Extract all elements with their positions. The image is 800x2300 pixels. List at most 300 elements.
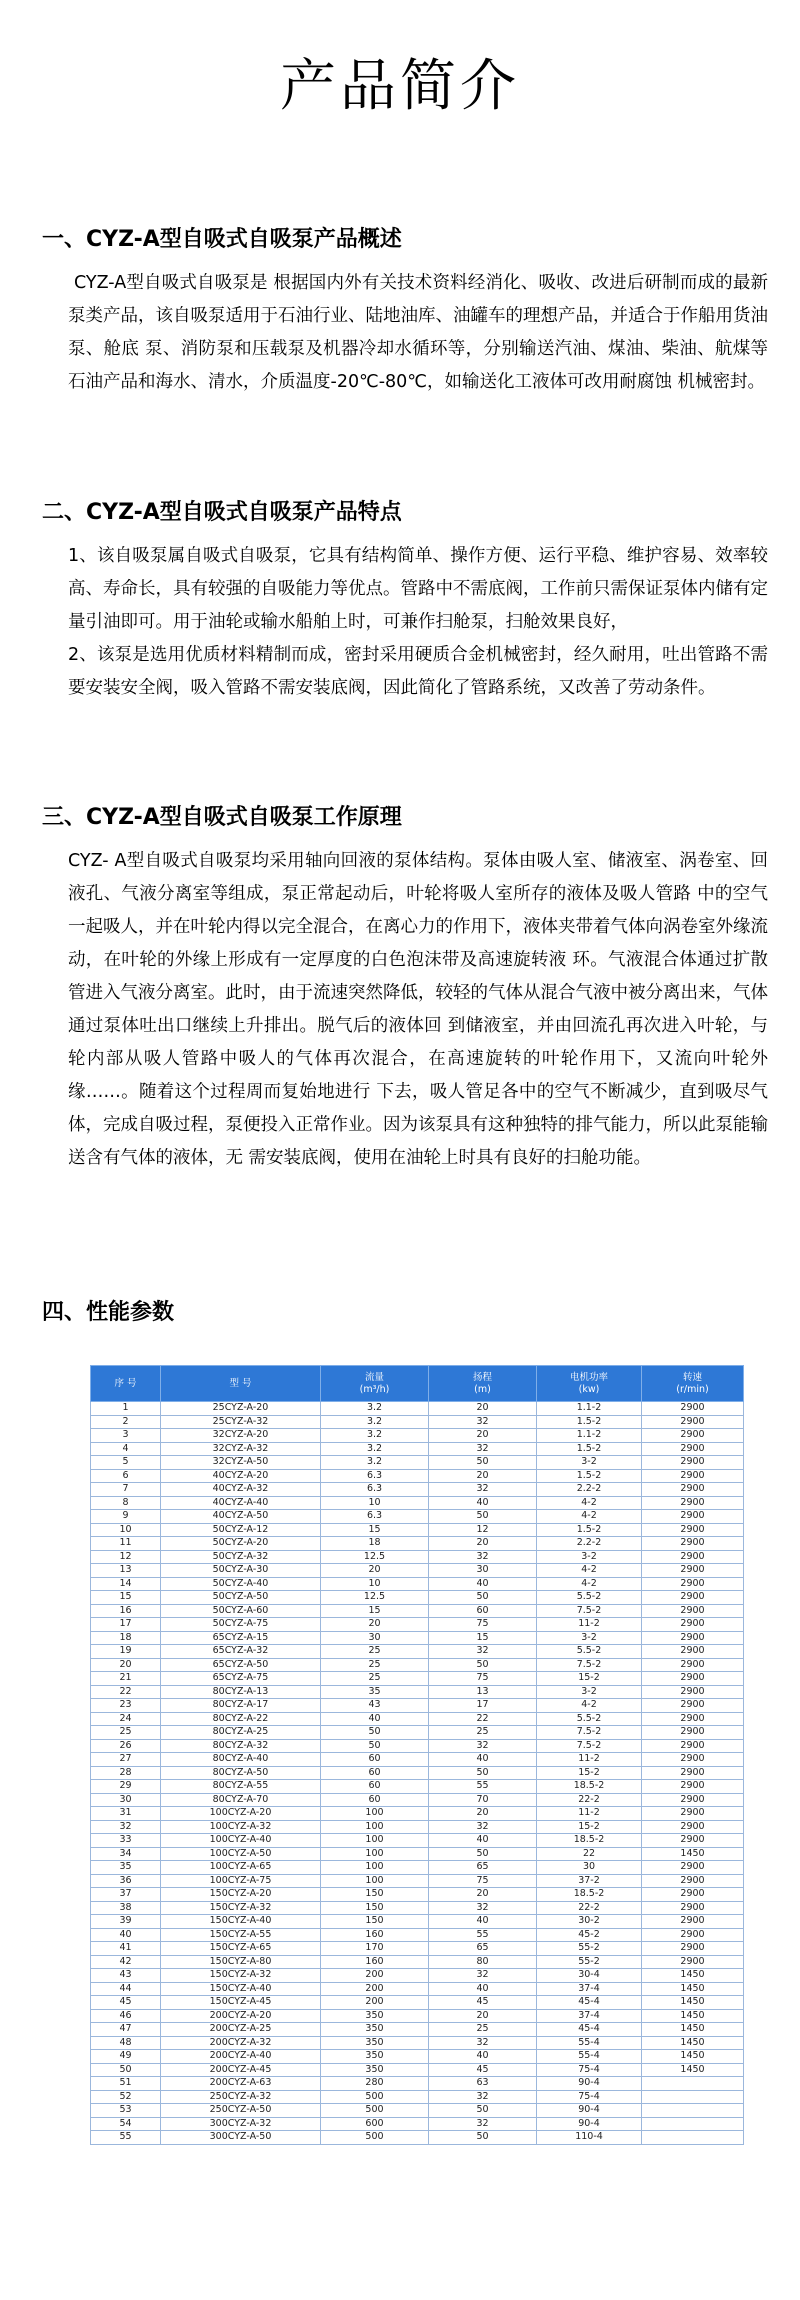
cell-power: 1.5-2	[537, 1442, 642, 1456]
cell-head: 50	[429, 1591, 537, 1605]
cell-flow: 15	[321, 1604, 429, 1618]
table-row	[91, 1604, 744, 1618]
cell-head: 13	[429, 1685, 537, 1699]
cell-power: 55-2	[537, 1942, 642, 1956]
cell-head: 40	[429, 1982, 537, 1996]
cell-flow: 60	[321, 1793, 429, 1807]
table-row	[91, 1955, 744, 1969]
cell-model: 250CYZ-A-32	[161, 2090, 321, 2104]
cell-seq: 45	[91, 1996, 161, 2010]
cell-model: 25CYZ-A-32	[161, 1415, 321, 1429]
cell-model: 65CYZ-A-15	[161, 1631, 321, 1645]
paragraph: CYZ- A型自吸式自吸泵均采用轴向回液的泵体结构。泵体由吸人室、储液室、涡卷室、回液孔、气液分离室等组成，泵正常起动后，叶轮将吸人室所存的液体及吸人管路 中的空气一起吸人，并在叶轮内得以完全混合，在离心力的作用下，液体夹带着气体向涡卷室外缘流动，在叶轮的外缘上形成有一定厚度的白色泡沫带及高速旋转液 环。气液混合体通过扩散管进入气液分离室。此时，由于流速突然降低，较轻的气体从混合气液中被分离出来，气体通过泵体吐出口继续上升排出。脱气后的液体回 到储液室，并由回流孔再次进入叶轮，与轮内部从吸人管路中吸人的气体再次混合，在高速旋转的叶轮作用下，又流向叶轮外缘……。随着这个过程周而复始地进行 下去，吸人管足各中的空气不断减少，直到吸尽气体，完成自吸过程，泵便投入正常作业。因为该泵具有这种独特的排气能力，所以此泵能输送含有气体的液体，无 需安装底阀，使用在油轮上时具有良好的扫舱功能。	[68, 851, 768, 1168]
cell-speed: 2900	[642, 1442, 744, 1456]
cell-model: 150CYZ-A-40	[161, 1915, 321, 1929]
cell-flow: 200	[321, 1996, 429, 2010]
cell-power: 7.5-2	[537, 1739, 642, 1753]
cell-seq: 31	[91, 1807, 161, 1821]
cell-flow: 25	[321, 1658, 429, 1672]
cell-speed: 2900	[642, 1834, 744, 1848]
cell-head: 50	[429, 2104, 537, 2118]
cell-model: 100CYZ-A-50	[161, 1847, 321, 1861]
cell-head: 50	[429, 1510, 537, 1524]
cell-power: 4-2	[537, 1510, 642, 1524]
cell-seq: 11	[91, 1537, 161, 1551]
table-row	[91, 1820, 744, 1834]
table-row	[91, 2077, 744, 2091]
cell-model: 32CYZ-A-32	[161, 1442, 321, 1456]
cell-power: 18.5-2	[537, 1888, 642, 1902]
cell-flow: 20	[321, 1618, 429, 1632]
cell-power: 1.5-2	[537, 1469, 642, 1483]
cell-flow: 3.2	[321, 1415, 429, 1429]
table-row	[91, 2117, 744, 2131]
cell-head: 75	[429, 1618, 537, 1632]
cell-head: 32	[429, 2036, 537, 2050]
cell-head: 65	[429, 1861, 537, 1875]
cell-flow: 43	[321, 1699, 429, 1713]
cell-flow: 60	[321, 1780, 429, 1794]
cell-power: 1.1-2	[537, 1429, 642, 1443]
cell-seq: 26	[91, 1739, 161, 1753]
cell-model: 50CYZ-A-12	[161, 1523, 321, 1537]
cell-model: 100CYZ-A-65	[161, 1861, 321, 1875]
table-row	[91, 1888, 744, 1902]
cell-flow: 60	[321, 1766, 429, 1780]
cell-model: 300CYZ-A-50	[161, 2131, 321, 2145]
cell-seq: 5	[91, 1456, 161, 1470]
cell-model: 50CYZ-A-50	[161, 1591, 321, 1605]
cell-model: 40CYZ-A-50	[161, 1510, 321, 1524]
cell-flow: 500	[321, 2090, 429, 2104]
cell-power: 1.1-2	[537, 1402, 642, 1416]
table-row	[91, 1780, 744, 1794]
cell-model: 40CYZ-A-40	[161, 1496, 321, 1510]
cell-seq: 44	[91, 1982, 161, 1996]
cell-head: 40	[429, 1915, 537, 1929]
cell-seq: 1	[91, 1402, 161, 1416]
cell-seq: 30	[91, 1793, 161, 1807]
cell-flow: 200	[321, 1982, 429, 1996]
cell-speed: 2900	[642, 1915, 744, 1929]
cell-speed: 1450	[642, 1996, 744, 2010]
cell-seq: 13	[91, 1564, 161, 1578]
cell-head: 55	[429, 1780, 537, 1794]
table-row	[91, 2104, 744, 2118]
cell-seq: 27	[91, 1753, 161, 1767]
table-row	[91, 1496, 744, 1510]
cell-speed	[642, 2117, 744, 2131]
cell-model: 25CYZ-A-20	[161, 1402, 321, 1416]
cell-speed: 1450	[642, 2050, 744, 2064]
table-row	[91, 2131, 744, 2145]
table-row	[91, 1807, 744, 1821]
cell-head: 45	[429, 2063, 537, 2077]
cell-head: 32	[429, 1645, 537, 1659]
cell-model: 80CYZ-A-50	[161, 1766, 321, 1780]
cell-model: 80CYZ-A-32	[161, 1739, 321, 1753]
cell-flow: 600	[321, 2117, 429, 2131]
cell-flow: 3.2	[321, 1442, 429, 1456]
cell-head: 32	[429, 2090, 537, 2104]
table-row	[91, 1550, 744, 1564]
cell-seq: 15	[91, 1591, 161, 1605]
table-row	[91, 2063, 744, 2077]
cell-head: 75	[429, 1874, 537, 1888]
cell-speed: 2900	[642, 1955, 744, 1969]
cell-seq: 38	[91, 1901, 161, 1915]
cell-model: 80CYZ-A-22	[161, 1712, 321, 1726]
cell-seq: 41	[91, 1942, 161, 1956]
cell-flow: 500	[321, 2131, 429, 2145]
section-heading: 一、CYZ-A型自吸式自吸泵产品概述	[42, 227, 402, 252]
table-row	[91, 1753, 744, 1767]
cell-speed: 2900	[642, 1604, 744, 1618]
cell-head: 55	[429, 1928, 537, 1942]
cell-power: 2.2-2	[537, 1483, 642, 1497]
cell-flow: 100	[321, 1847, 429, 1861]
cell-speed	[642, 2077, 744, 2091]
table-row	[91, 2009, 744, 2023]
cell-power: 7.5-2	[537, 1604, 642, 1618]
cell-head: 65	[429, 1942, 537, 1956]
cell-seq: 52	[91, 2090, 161, 2104]
cell-head: 32	[429, 1442, 537, 1456]
cell-head: 32	[429, 1901, 537, 1915]
cell-seq: 10	[91, 1523, 161, 1537]
cell-model: 50CYZ-A-20	[161, 1537, 321, 1551]
table-row	[91, 1901, 744, 1915]
table-row	[91, 2090, 744, 2104]
cell-flow: 350	[321, 2036, 429, 2050]
cell-power: 3-2	[537, 1631, 642, 1645]
cell-power: 3-2	[537, 1550, 642, 1564]
cell-speed: 2900	[642, 1456, 744, 1470]
table-row	[91, 1766, 744, 1780]
cell-flow: 18	[321, 1537, 429, 1551]
cell-flow: 25	[321, 1672, 429, 1686]
cell-head: 12	[429, 1523, 537, 1537]
table-row	[91, 1442, 744, 1456]
cell-seq: 35	[91, 1861, 161, 1875]
cell-power: 55-4	[537, 2050, 642, 2064]
table-row	[91, 1793, 744, 1807]
cell-power: 4-2	[537, 1564, 642, 1578]
section-heading: 二、CYZ-A型自吸式自吸泵产品特点	[42, 500, 402, 525]
cell-flow: 170	[321, 1942, 429, 1956]
cell-power: 4-2	[537, 1699, 642, 1713]
cell-head: 22	[429, 1712, 537, 1726]
cell-head: 30	[429, 1564, 537, 1578]
cell-flow: 12.5	[321, 1550, 429, 1564]
cell-head: 20	[429, 2009, 537, 2023]
cell-power: 90-4	[537, 2077, 642, 2091]
cell-flow: 15	[321, 1523, 429, 1537]
cell-seq: 2	[91, 1415, 161, 1429]
cell-speed: 2900	[642, 1726, 744, 1740]
cell-power: 75-4	[537, 2090, 642, 2104]
table-row	[91, 2036, 744, 2050]
cell-model: 200CYZ-A-20	[161, 2009, 321, 2023]
cell-model: 200CYZ-A-25	[161, 2023, 321, 2037]
cell-model: 40CYZ-A-20	[161, 1469, 321, 1483]
cell-seq: 8	[91, 1496, 161, 1510]
cell-speed: 1450	[642, 2023, 744, 2037]
cell-flow: 6.3	[321, 1510, 429, 1524]
cell-seq: 21	[91, 1672, 161, 1686]
cell-flow: 40	[321, 1712, 429, 1726]
cell-power: 5.5-2	[537, 1645, 642, 1659]
cell-power: 2.2-2	[537, 1537, 642, 1551]
cell-seq: 19	[91, 1645, 161, 1659]
cell-seq: 9	[91, 1510, 161, 1524]
cell-head: 17	[429, 1699, 537, 1713]
cell-model: 200CYZ-A-32	[161, 2036, 321, 2050]
table-row	[91, 1915, 744, 1929]
cell-head: 40	[429, 1753, 537, 1767]
cell-speed: 2900	[642, 1780, 744, 1794]
cell-model: 50CYZ-A-30	[161, 1564, 321, 1578]
cell-power: 15-2	[537, 1672, 642, 1686]
cell-speed: 2900	[642, 1820, 744, 1834]
table-row	[91, 1483, 744, 1497]
cell-seq: 43	[91, 1969, 161, 1983]
cell-power: 18.5-2	[537, 1780, 642, 1794]
table-row	[91, 1672, 744, 1686]
cell-flow: 350	[321, 2009, 429, 2023]
cell-head: 60	[429, 1604, 537, 1618]
cell-seq: 16	[91, 1604, 161, 1618]
cell-model: 32CYZ-A-20	[161, 1429, 321, 1443]
cell-power: 45-2	[537, 1928, 642, 1942]
cell-flow: 100	[321, 1874, 429, 1888]
cell-speed: 1450	[642, 2009, 744, 2023]
cell-seq: 24	[91, 1712, 161, 1726]
cell-flow: 150	[321, 1888, 429, 1902]
cell-seq: 40	[91, 1928, 161, 1942]
cell-speed: 2900	[642, 1591, 744, 1605]
cell-speed: 2900	[642, 1901, 744, 1915]
table-row	[91, 1712, 744, 1726]
cell-flow: 280	[321, 2077, 429, 2091]
cell-model: 80CYZ-A-70	[161, 1793, 321, 1807]
cell-speed: 2900	[642, 1712, 744, 1726]
cell-model: 150CYZ-A-20	[161, 1888, 321, 1902]
table-row	[91, 2050, 744, 2064]
cell-head: 20	[429, 1888, 537, 1902]
cell-head: 32	[429, 1739, 537, 1753]
paragraph: 2、该泵是选用优质材料精制而成，密封采用硬质合金机械密封，经久耐用，吐出管路不需要安装安全阀，吸入管路不需安装底阀，因此简化了管路系统，又改善了劳动条件。	[68, 645, 768, 698]
cell-power: 1.5-2	[537, 1523, 642, 1537]
cell-flow: 10	[321, 1577, 429, 1591]
cell-head: 32	[429, 1483, 537, 1497]
section-body	[68, 267, 768, 399]
cell-seq: 22	[91, 1685, 161, 1699]
cell-flow: 35	[321, 1685, 429, 1699]
cell-seq: 29	[91, 1780, 161, 1794]
cell-power: 3-2	[537, 1685, 642, 1699]
cell-model: 250CYZ-A-50	[161, 2104, 321, 2118]
cell-model: 50CYZ-A-75	[161, 1618, 321, 1632]
cell-power: 11-2	[537, 1807, 642, 1821]
table-row	[91, 1942, 744, 1956]
cell-flow: 350	[321, 2050, 429, 2064]
cell-seq: 14	[91, 1577, 161, 1591]
cell-flow: 160	[321, 1928, 429, 1942]
cell-power: 3-2	[537, 1456, 642, 1470]
header-head: 扬程 (m)	[429, 1366, 537, 1402]
cell-seq: 34	[91, 1847, 161, 1861]
table-row	[91, 1564, 744, 1578]
cell-head: 25	[429, 1726, 537, 1740]
cell-power: 1.5-2	[537, 1415, 642, 1429]
cell-head: 32	[429, 1820, 537, 1834]
cell-head: 50	[429, 1456, 537, 1470]
table-row	[91, 1415, 744, 1429]
cell-head: 50	[429, 2131, 537, 2145]
table-row	[91, 1402, 744, 1416]
cell-model: 50CYZ-A-60	[161, 1604, 321, 1618]
cell-speed: 2900	[642, 1631, 744, 1645]
cell-seq: 20	[91, 1658, 161, 1672]
cell-speed: 1450	[642, 1969, 744, 1983]
cell-seq: 33	[91, 1834, 161, 1848]
cell-speed: 2900	[642, 1496, 744, 1510]
cell-head: 50	[429, 1658, 537, 1672]
cell-flow: 50	[321, 1726, 429, 1740]
cell-seq: 47	[91, 2023, 161, 2037]
table-row	[91, 1429, 744, 1443]
table-header-row	[91, 1366, 744, 1402]
cell-speed: 2900	[642, 1510, 744, 1524]
cell-power: 22-2	[537, 1793, 642, 1807]
cell-seq: 54	[91, 2117, 161, 2131]
cell-head: 40	[429, 1496, 537, 1510]
cell-model: 150CYZ-A-32	[161, 1969, 321, 1983]
cell-model: 100CYZ-A-32	[161, 1820, 321, 1834]
cell-seq: 6	[91, 1469, 161, 1483]
cell-flow: 50	[321, 1739, 429, 1753]
cell-model: 65CYZ-A-32	[161, 1645, 321, 1659]
table-row	[91, 1996, 744, 2010]
cell-power: 45-4	[537, 1996, 642, 2010]
cell-head: 20	[429, 1537, 537, 1551]
section-heading: 四、性能参数	[42, 1300, 175, 1325]
cell-speed: 2900	[642, 1402, 744, 1416]
cell-seq: 55	[91, 2131, 161, 2145]
cell-power: 90-4	[537, 2104, 642, 2118]
table-row	[91, 1699, 744, 1713]
cell-speed: 1450	[642, 2036, 744, 2050]
cell-seq: 51	[91, 2077, 161, 2091]
cell-speed: 2900	[642, 1793, 744, 1807]
cell-power: 90-4	[537, 2117, 642, 2131]
cell-speed: 2900	[642, 1469, 744, 1483]
cell-flow: 10	[321, 1496, 429, 1510]
table-row	[91, 1739, 744, 1753]
table-row	[91, 1645, 744, 1659]
table-row	[91, 1847, 744, 1861]
cell-power: 15-2	[537, 1820, 642, 1834]
cell-seq: 50	[91, 2063, 161, 2077]
cell-head: 32	[429, 1415, 537, 1429]
cell-flow: 3.2	[321, 1456, 429, 1470]
cell-power: 15-2	[537, 1766, 642, 1780]
cell-speed: 2900	[642, 1483, 744, 1497]
table-row	[91, 1591, 744, 1605]
table-row	[91, 1969, 744, 1983]
cell-flow: 25	[321, 1645, 429, 1659]
cell-model: 65CYZ-A-75	[161, 1672, 321, 1686]
cell-speed: 1450	[642, 2063, 744, 2077]
cell-head: 70	[429, 1793, 537, 1807]
cell-speed: 1450	[642, 1847, 744, 1861]
cell-model: 150CYZ-A-32	[161, 1901, 321, 1915]
cell-flow: 12.5	[321, 1591, 429, 1605]
cell-flow: 150	[321, 1915, 429, 1929]
cell-flow: 3.2	[321, 1429, 429, 1443]
cell-power: 55-4	[537, 2036, 642, 2050]
header-seq: 序 号	[91, 1366, 161, 1402]
cell-speed	[642, 2104, 744, 2118]
table-row	[91, 1874, 744, 1888]
cell-power: 30	[537, 1861, 642, 1875]
performance-table	[90, 1365, 744, 2145]
cell-flow: 60	[321, 1753, 429, 1767]
cell-flow: 350	[321, 2023, 429, 2037]
header-model: 型 号	[161, 1366, 321, 1402]
cell-model: 150CYZ-A-45	[161, 1996, 321, 2010]
cell-head: 75	[429, 1672, 537, 1686]
cell-power: 7.5-2	[537, 1726, 642, 1740]
cell-head: 32	[429, 1969, 537, 1983]
cell-flow: 100	[321, 1820, 429, 1834]
cell-seq: 36	[91, 1874, 161, 1888]
cell-speed: 2900	[642, 1564, 744, 1578]
table-row	[91, 1631, 744, 1645]
table-body	[91, 1402, 744, 2145]
cell-speed: 2900	[642, 1658, 744, 1672]
cell-speed: 2900	[642, 1523, 744, 1537]
cell-power: 110-4	[537, 2131, 642, 2145]
cell-flow: 6.3	[321, 1483, 429, 1497]
cell-power: 18.5-2	[537, 1834, 642, 1848]
table-row	[91, 1510, 744, 1524]
cell-model: 300CYZ-A-32	[161, 2117, 321, 2131]
cell-seq: 3	[91, 1429, 161, 1443]
cell-power: 30-2	[537, 1915, 642, 1929]
cell-model: 50CYZ-A-40	[161, 1577, 321, 1591]
cell-speed: 2900	[642, 1861, 744, 1875]
cell-power: 5.5-2	[537, 1712, 642, 1726]
section-body	[68, 845, 768, 1175]
cell-flow: 30	[321, 1631, 429, 1645]
cell-flow: 500	[321, 2104, 429, 2118]
cell-model: 150CYZ-A-40	[161, 1982, 321, 1996]
header-flow: 流量 (m³/h)	[321, 1366, 429, 1402]
cell-power: 22-2	[537, 1901, 642, 1915]
cell-seq: 12	[91, 1550, 161, 1564]
cell-power: 11-2	[537, 1753, 642, 1767]
cell-head: 40	[429, 1577, 537, 1591]
cell-speed	[642, 2090, 744, 2104]
section-heading: 三、CYZ-A型自吸式自吸泵工作原理	[42, 805, 402, 830]
cell-model: 100CYZ-A-40	[161, 1834, 321, 1848]
table-row	[91, 1577, 744, 1591]
cell-head: 15	[429, 1631, 537, 1645]
cell-head: 40	[429, 2050, 537, 2064]
cell-seq: 4	[91, 1442, 161, 1456]
